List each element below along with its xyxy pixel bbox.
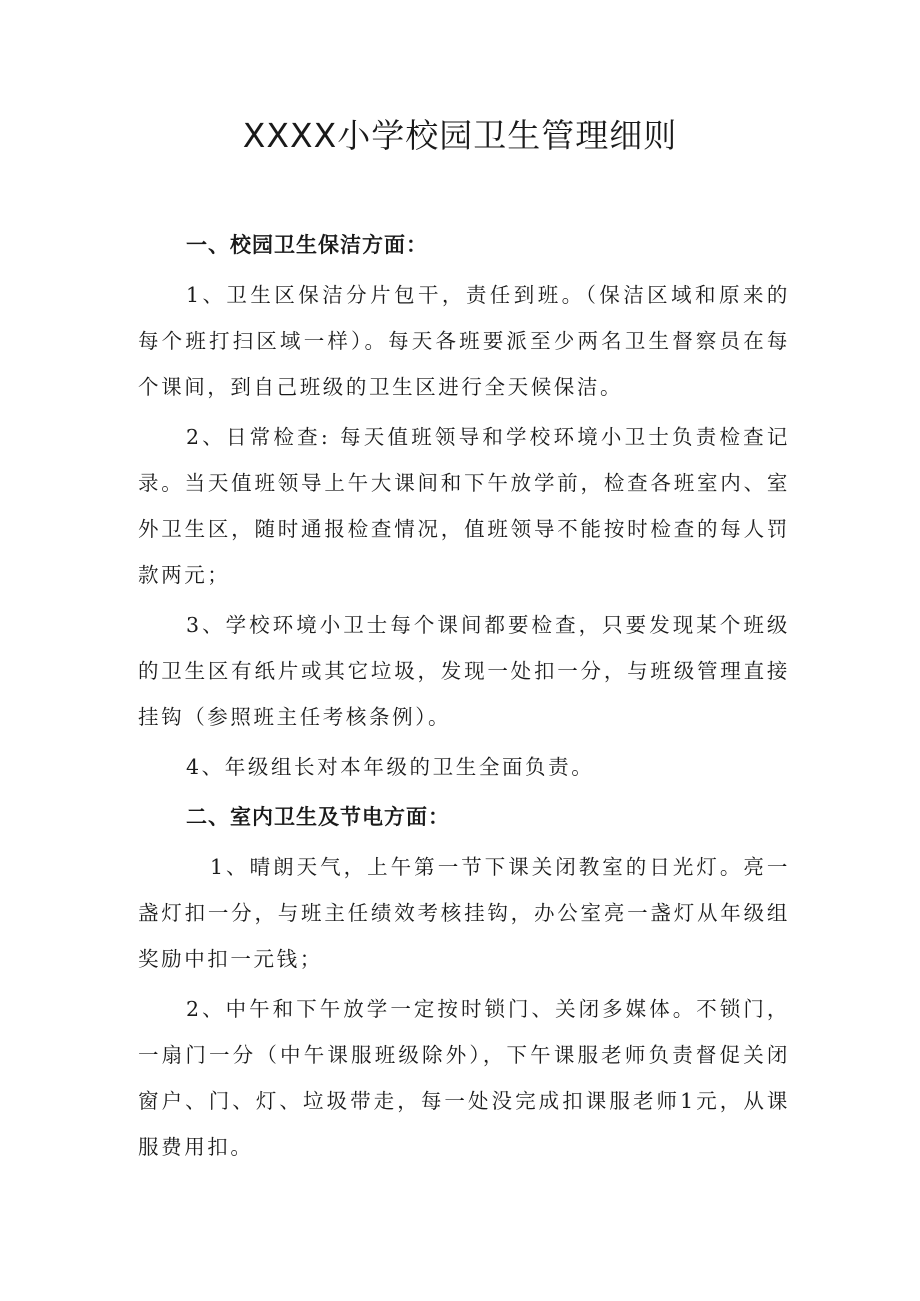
paragraph: 3、学校环境小卫士每个课间都要检查，只要发现某个班级的卫生区有纸片或其它垃圾，发现一处扣一分，与班级管理直接挂钩（参照班主任考核条例）。 (138, 613, 790, 729)
section-heading: 一、校园卫生保洁方面： (186, 233, 428, 257)
document-body (138, 222, 790, 1174)
paragraph: 4、年级组长对本年级的卫生全面负责。 (186, 755, 595, 779)
paragraph: 2、中午和下午放学一定按时锁门、关闭多媒体。不锁门，一扇门一分（中午课服班级除外），下午课服老师负责督促关闭窗户、门、灯、垃圾带走，每一处没完成扣课服老师1元，从课服费用扣。 (138, 997, 790, 1159)
section-1 (138, 222, 790, 790)
paragraph: 2、日常检查: 每天值班领导和学校环境小卫士负责检查记录。当天值班领导上午大课间和下午放学前，检查各班室内、室外卫生区，随时通报检查情况，值班领导不能按时检查的每人罚款两元； (138, 425, 790, 587)
paragraph: 1、卫生区保洁分片包干，责任到班。（保洁区域和原来的每个班打扫区域一样）。每天各班要派至少两名卫生督察员在每个课间，到自己班级的卫生区进行全天候保洁。 (138, 283, 790, 399)
paragraph: 1、晴朗天气，上午第一节下课关闭教室的日光灯。亮一盏灯扣一分，与班主任绩效考核挂钩，办公室亮一盏灯从年级组奖励中扣一元钱； (138, 855, 790, 971)
document-title: XXXX小学校园卫生管理细则 (242, 116, 678, 155)
section-2 (138, 794, 790, 1170)
section-heading: 二、室内卫生及节电方面： (186, 805, 450, 829)
